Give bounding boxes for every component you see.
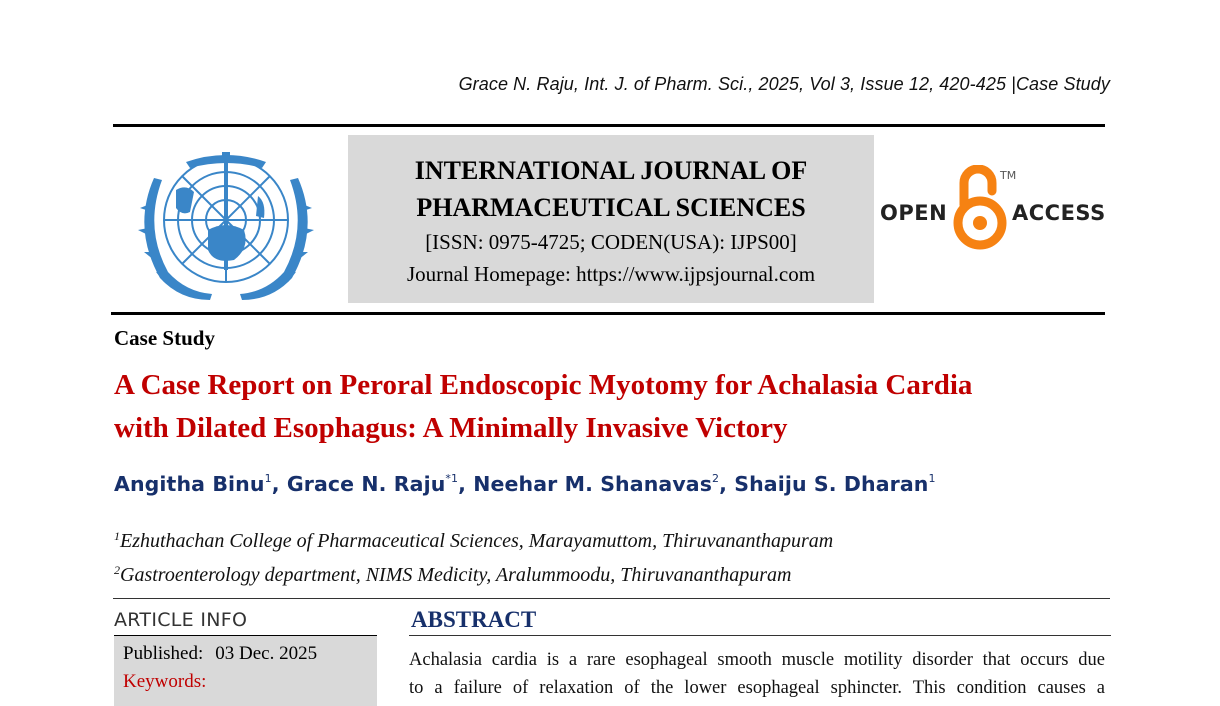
author-affiliation-marker: 1 [928,472,936,485]
published-row [123,640,377,668]
running-header: Grace N. Raju, Int. J. of Pharm. Sci., 2025, Vol 3, Issue 12, 420-425 |Case Study [458,74,1110,94]
abstract-body [409,646,1105,702]
author-list [114,472,936,496]
author-affiliation-marker: 2 [712,472,720,485]
journal-name-line1: INTERNATIONAL JOURNAL OF [414,156,808,185]
author-separator: , [719,472,735,496]
author-separator: , [271,472,287,496]
open-access-access-text: ACCESS [1012,201,1106,225]
abstract-heading: ABSTRACT [411,607,537,632]
article-title [114,364,1114,450]
article-info-box [114,636,377,706]
affiliation-text: Ezhuthachan College of Pharmaceutical Sciences, Marayamuttom, Thiruvananthapuram [120,530,834,552]
author-name[interactable]: Angitha Binu [114,472,265,496]
author-separator: , [458,472,474,496]
author-name[interactable]: Neehar M. Shanavas [473,472,713,496]
published-label: Published: [123,643,204,664]
affiliation-item [114,522,833,556]
open-access-logo [880,165,1110,255]
article-title-line2: with Dilated Esophagus: A Minimally Invasive Victory [114,412,788,444]
open-access-open-text: OPEN [880,201,948,225]
article-type-label: Case Study [114,326,215,350]
abstract-line: to a failure of relaxation of the lower esophageal sphincter. This condition causes a [409,678,1105,698]
keywords-row [123,668,377,696]
author-affiliation-marker: 1 [264,472,272,485]
affiliation-number: 2 [114,563,120,577]
affiliation-number: 1 [114,529,120,543]
journal-homepage-link[interactable]: Journal Homepage: https://www.ijpsjournal.com [406,262,816,286]
abstract-rule [409,635,1111,636]
masthead-bottom-rule [111,312,1105,315]
author-name[interactable]: Shaiju S. Dharan [734,472,929,496]
author-name[interactable]: Grace N. Raju [286,472,446,496]
abstract-line: Achalasia cardia is a rare esophageal smooth muscle motility disorder that occurs due [409,650,1105,670]
journal-name-line2: PHARMACEUTICAL SCIENCES [416,193,806,222]
masthead-top-rule [113,124,1105,127]
affiliation-list [114,522,833,590]
article-title-line1: A Case Report on Peroral Endoscopic Myotomy for Achalasia Cardia [114,369,973,401]
section-divider [113,598,1110,599]
keywords-label: Keywords: [123,671,207,692]
affiliation-text: Gastroenterology department, NIMS Medicity, Aralummoodu, Thiruvananthapuram [120,564,792,586]
journal-masthead-box [348,135,874,303]
article-info-heading: ARTICLE INFO [114,609,248,631]
published-date: 03 Dec. 2025 [215,643,318,664]
trademark-mark: TM [1000,169,1017,182]
author-affiliation-marker: *1 [445,472,459,485]
un-pharmacy-emblem-icon [126,138,326,306]
affiliation-item [114,556,833,590]
journal-issn-coden: [ISSN: 0975-4725; CODEN(USA): IJPS00] [425,230,797,254]
